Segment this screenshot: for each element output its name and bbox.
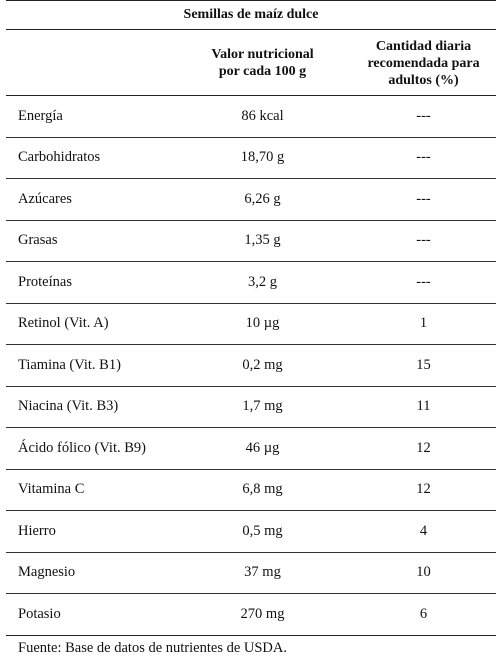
header-nutritional-value (174, 30, 351, 96)
header-daily-line: recomendada para (367, 56, 480, 71)
table-title: Semillas de maíz dulce (6, 1, 496, 30)
daily-percent: 15 (351, 345, 496, 387)
nutrient-value: 86 kcal (174, 96, 351, 138)
nutrient-name: Azúcares (6, 179, 174, 221)
daily-percent: 6 (351, 594, 496, 636)
table-row (6, 511, 496, 553)
table-row (6, 179, 496, 221)
source-note: Fuente: Base de datos de nutrientes de USDA. (18, 639, 288, 656)
table-row (6, 386, 496, 428)
nutrient-name: Proteínas (6, 262, 174, 304)
table-row (6, 262, 496, 304)
nutrient-name: Grasas (6, 220, 174, 262)
daily-percent: --- (351, 262, 496, 304)
nutrient-name: Energía (6, 96, 174, 138)
nutrition-table (6, 0, 496, 636)
table-header-row (6, 30, 496, 96)
daily-percent: 12 (351, 469, 496, 511)
nutrient-name: Ácido fólico (Vit. B9) (6, 428, 174, 470)
table-title-row (6, 1, 496, 30)
header-daily-line: Cantidad diaria (375, 39, 472, 54)
nutrient-value: 37 mg (174, 552, 351, 594)
daily-percent: 1 (351, 303, 496, 345)
table-row (6, 137, 496, 179)
nutrient-value: 1,7 mg (174, 386, 351, 428)
daily-percent: --- (351, 96, 496, 138)
nutrient-value: 3,2 g (174, 262, 351, 304)
nutrient-value: 46 µg (174, 428, 351, 470)
nutrient-name: Vitamina C (6, 469, 174, 511)
header-value-line: Valor nutricional (211, 46, 314, 62)
table-row (6, 96, 496, 138)
table-row (6, 469, 496, 511)
header-value-line: por cada 100 g (218, 63, 307, 79)
nutrient-value: 1,35 g (174, 220, 351, 262)
header-nutrient (6, 30, 174, 96)
table-row (6, 594, 496, 636)
daily-percent: 12 (351, 428, 496, 470)
nutrient-name: Potasio (6, 594, 174, 636)
header-daily-line: adultos (%) (388, 73, 459, 88)
nutrient-value: 18,70 g (174, 137, 351, 179)
daily-percent: 4 (351, 511, 496, 553)
nutrient-name: Tiamina (Vit. B1) (6, 345, 174, 387)
nutrition-table-container (6, 0, 496, 657)
table-row (6, 428, 496, 470)
table-row (6, 303, 496, 345)
nutrient-name: Retinol (Vit. A) (6, 303, 174, 345)
daily-percent: --- (351, 220, 496, 262)
nutrient-value: 0,5 mg (174, 511, 351, 553)
table-row (6, 552, 496, 594)
nutrient-value: 6,8 mg (174, 469, 351, 511)
nutrient-name: Niacina (Vit. B3) (6, 386, 174, 428)
daily-percent: 10 (351, 552, 496, 594)
nutrient-value: 10 µg (174, 303, 351, 345)
daily-percent: --- (351, 137, 496, 179)
table-body (6, 96, 496, 636)
daily-percent: --- (351, 179, 496, 221)
header-daily-amount (351, 30, 496, 96)
table-row (6, 345, 496, 387)
nutrient-name: Magnesio (6, 552, 174, 594)
nutrient-value: 270 mg (174, 594, 351, 636)
daily-percent: 11 (351, 386, 496, 428)
nutrient-name: Hierro (6, 511, 174, 553)
table-row (6, 220, 496, 262)
nutrient-value: 0,2 mg (174, 345, 351, 387)
nutrient-value: 6,26 g (174, 179, 351, 221)
nutrient-name: Carbohidratos (6, 137, 174, 179)
